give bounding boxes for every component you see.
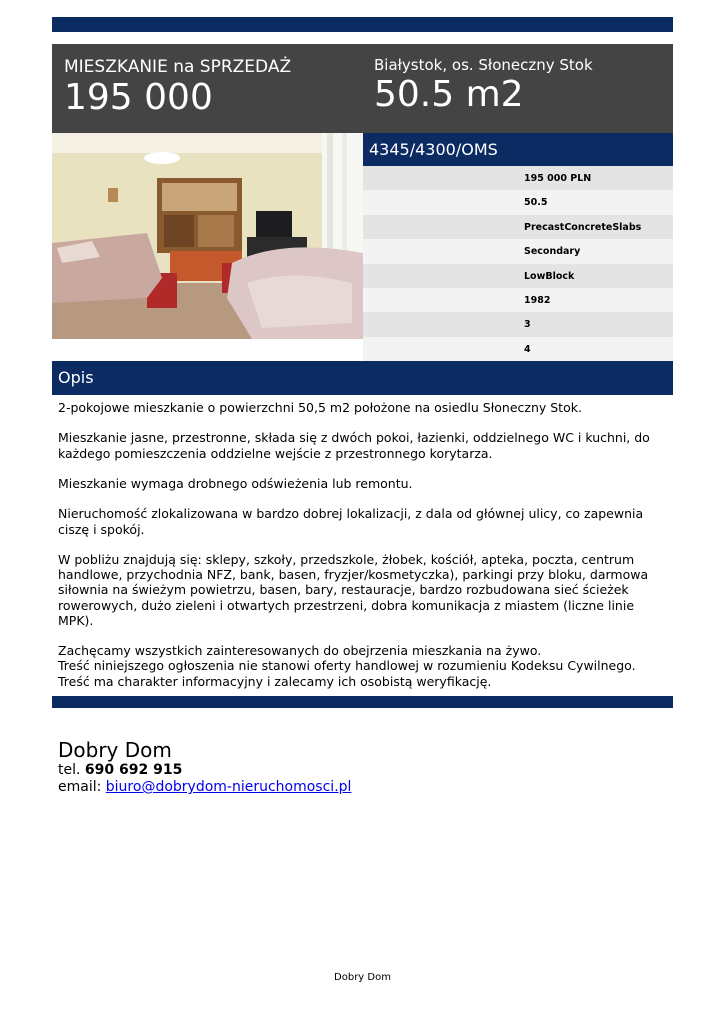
legal-disclaimer: Treść niniejszego ogłoszenia nie stanowi oferty handlowej w rozumieniu Kodeksu Cywilnego. Treść ma charakter informacyjny i zalecamy ich osobistą weryfikację.	[58, 658, 636, 689]
email-label: email:	[58, 779, 102, 795]
description-paragraph: Nieruchomość zlokalizowana w bardzo dobrej lokalizacji, z dala od głównej ulicy, co zapewnia ciszę i spokój.	[58, 506, 644, 537]
description-paragraph: W pobliżu znajdują się: sklepy, szkoły, przedszkole, żłobek, kościół, apteka, poczta, centrum handlowe, przychodnia NFZ, bank, basen, fryzjer/kosmetyczka), parkingi przy bloku, darmowa siłownia na świeżym powietrzu, basen, bary, restauracje, bardzo rozbudowana sieć ścieżek rowerowych, dużo zieleni i otwartych przestrzeni, dobra komunikacja z miastem (liczne linie MPK).	[58, 551, 649, 628]
description-paragraph: Mieszkanie wymaga drobnego odświeżenia lub remontu.	[58, 475, 413, 491]
description-paragraph: Mieszkanie jasne, przestronne, składa się z dwóch pokoi, łazienki, oddzielnego WC i kuchni, do każdego pomieszczenia oddzielne wejście z przestronnego korytarza.	[58, 430, 650, 461]
phone-label: tel.	[58, 762, 81, 778]
param-market: Secondary	[363, 239, 673, 263]
bottom-accent-bar	[52, 696, 673, 708]
headline-price: 195 000	[64, 77, 213, 118]
param-building-material: PrecastConcreteSlabs	[363, 215, 673, 239]
description-heading: Opis	[52, 361, 673, 395]
param-year-built: 1982	[363, 288, 673, 312]
email-link[interactable]: biuro@dobrydom-nieruchomosci.pl	[105, 779, 352, 795]
location: Białystok, os. Słoneczny Stok	[374, 56, 593, 74]
param-area: 50.5	[363, 190, 673, 214]
param-value-3: 3	[363, 312, 673, 336]
listing-reference: 4345/4300/OMS	[363, 133, 673, 166]
phone-line	[58, 762, 351, 779]
offer-type: MIESZKANIE na SPRZEDAŻ	[64, 57, 292, 77]
headline-area: 50.5 m2	[374, 74, 524, 115]
param-price: 195 000 PLN	[363, 166, 673, 190]
closing-invitation: Zachęcamy wszystkich zainteresowanych do obejrzenia mieszkania na żywo.	[58, 643, 542, 659]
param-building-type: LowBlock	[363, 264, 673, 288]
email-line	[58, 779, 351, 796]
description-paragraph: 2-pokojowe mieszkanie o powierzchni 50,5 m2 położone na osiedlu Słoneczny Stok.	[58, 400, 582, 415]
agency-name: Dobry Dom	[58, 738, 172, 762]
param-value-4: 4	[363, 337, 673, 361]
page-footer: Dobry Dom	[334, 972, 391, 983]
top-accent-bar	[52, 17, 673, 32]
parameters-table	[363, 166, 673, 361]
phone-number[interactable]: 690 692 915	[84, 762, 183, 778]
apartment-photo	[52, 133, 363, 339]
agency-contact	[58, 738, 351, 796]
description	[58, 400, 668, 689]
listing-header	[52, 44, 673, 133]
